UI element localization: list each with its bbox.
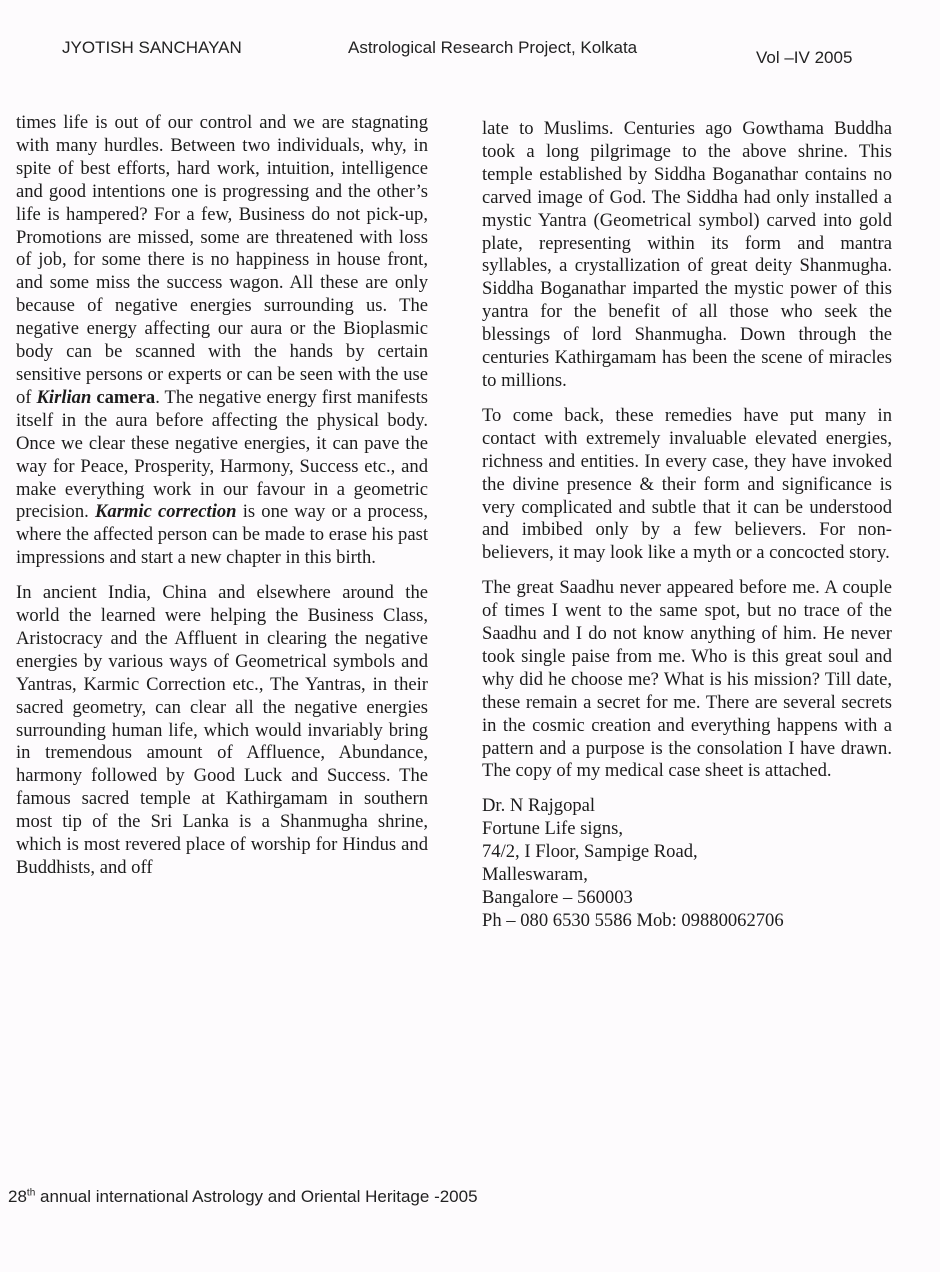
author-address-line: 74/2, I Floor, Sampige Road, — [482, 841, 698, 863]
paragraph: The great Saadhu never appeared before me. A couple of times I went to the same spot, but no trace of the Saadhu and I do not know anything of him. He never took single paise from me. Who is this great soul and why did he choose me? What is his mission? Till date, these remain a secret for me. There are several secrets in the cosmic creation and everything happens with a pattern and a purpose is the consolation I have drawn. The copy of my medical case sheet is attached. — [482, 577, 892, 782]
publisher: Astrological Research Project, Kolkata — [348, 38, 638, 57]
footer-text: annual international Astrology and Oriental Heritage -2005 — [35, 1187, 478, 1206]
author-signature — [482, 795, 892, 932]
paragraph: late to Muslims. Centuries ago Gowthama Buddha took a long pilgrimage to the above shrine. This temple established by Siddha Boganathar contains no carved image of God. The Siddha had only installed a mystic Yantra (Geometrical symbol) carved into gold plate, representing within its form and mantra syllables, a crystallization of great deity Shanmugha. Siddha Boganathar imparted the mystic power of this yantra for the benefit of all those who seek the blessings of lord Shanmugha. Down through the centuries Kathirgamam has been the scene of miracles to millions. — [482, 118, 892, 391]
author-phone: Ph – 080 6530 5586 Mob: 09880062706 — [482, 909, 784, 931]
footer-ordinal: 28 — [8, 1187, 27, 1206]
karmic-correction-term: Karmic correction — [95, 501, 237, 523]
footer-ordinal-suffix: th — [26, 1187, 36, 1199]
journal-title: JYOTISH SANCHAYAN — [62, 38, 242, 57]
left-column — [16, 112, 428, 892]
volume-label: Vol –IV 2005 — [756, 48, 853, 67]
camera-term: camera — [96, 386, 156, 408]
paragraph: In ancient India, China and elsewhere around the world the learned were helping the Business Class, Aristocracy and the Affluent in clearing the negative energies by various ways of Geometrical symbols and Yantras, Karmic Correction etc., The Yantras, in their sacred geometry, can clear all the negative energies surrounding human life, which would invariably bring in tremendous amount of Affluence, Abundance, harmony followed by Good Luck and Success. The famous sacred temple at Kathirgamam in southern most tip of the Sri Lanka is a Shanmugha shrine, which is most revered place of worship for Hindus and Buddhists, and off — [16, 582, 428, 878]
author-organization: Fortune Life signs, — [482, 818, 623, 840]
author-city: Bangalore – 560003 — [482, 887, 633, 908]
page-footer — [8, 1187, 478, 1207]
author-address-line: Malleswaram, — [482, 864, 588, 886]
page-header — [62, 38, 882, 68]
kirlian-term: Kirlian — [36, 386, 92, 408]
paragraph — [16, 112, 428, 570]
right-column — [482, 118, 892, 933]
author-name: Dr. N Rajgopal — [482, 795, 596, 817]
paragraph-text: is one way or a process, where the affected person can be made to erase his past impressions and start a new chapter in this birth. — [16, 501, 428, 569]
paragraph-text: times life is out of our control and we are stagnating with many hurdles. Between two individuals, why, in spite of best efforts, hard work, intuition, intelligence and good intentions one is progressing and the other’s life is hampered? For a few, Business do not pick-up, Promotions are missed, some are threatened with loss of job, for some there is no happiness in house front, and some miss the success wagon. All these are only because of negative energies surrounding us. The negative energy affecting our aura or the Bioplasmic body can be scanned with the hands by certain sensitive persons or experts or can be seen with the use of — [16, 112, 428, 408]
paragraph: To come back, these remedies have put many in contact with extremely invaluable elevated energies, richness and entities. In every case, they have invoked the divine presence & their form and significance is very complicated and subtle that it can be understood and imbibed only by a few believers. For non-believers, it may look like a myth or a concocted story. — [482, 404, 892, 564]
paragraph-text: . The negative energy first manifests itself in the aura before affecting the physical body. Once we clear these negative energies, it can pave the way for Peace, Prosperity, Harmony, Success etc., and make everything work in our favour in a geometric precision. — [16, 386, 428, 523]
